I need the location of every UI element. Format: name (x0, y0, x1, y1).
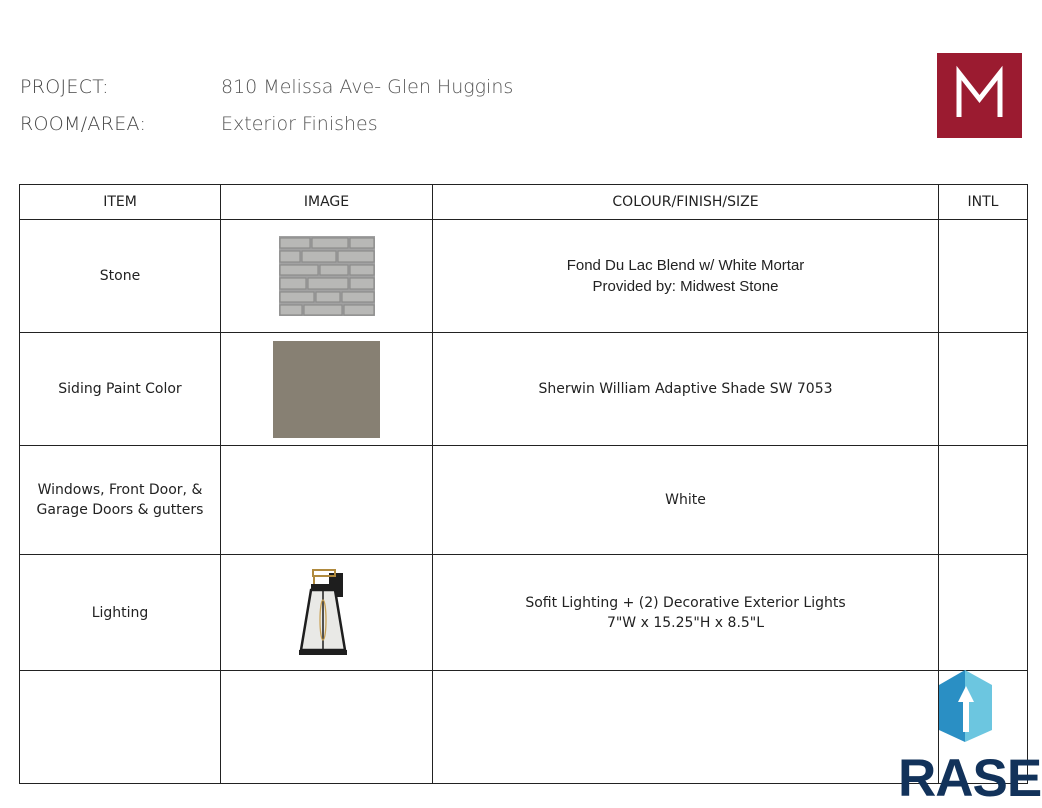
finishes-table (19, 184, 1028, 784)
item-cell (20, 446, 221, 555)
finish-line-1: Fond Du Lac Blend w/ White Mortar (566, 257, 805, 274)
paint-swatch-image (273, 341, 380, 438)
intl-cell[interactable] (939, 220, 1028, 333)
rase-logo (898, 662, 1042, 808)
image-cell (221, 446, 433, 555)
finish-cell: Sherwin William Adaptive Shade SW 7053 (433, 333, 939, 446)
finish-line-1: Sofit Lighting + (2) Decorative Exterior Lights (525, 594, 846, 611)
item-cell: Siding Paint Color (20, 333, 221, 446)
image-cell (221, 555, 433, 671)
intl-cell[interactable] (939, 446, 1028, 555)
item-cell (20, 671, 221, 784)
room-area-value: Exterior Finishes (221, 113, 378, 135)
intl-cell[interactable] (939, 333, 1028, 446)
finish-cell: White (433, 446, 939, 555)
lantern-light-image (297, 568, 357, 658)
item-line-2: Garage Doors & gutters (36, 502, 204, 518)
rase-logo-text: RASE (898, 749, 1042, 808)
item-cell: Stone (20, 220, 221, 333)
header-intl: INTL (939, 185, 1028, 220)
header-image: IMAGE (221, 185, 433, 220)
finish-cell (433, 671, 939, 784)
table-row (20, 446, 1028, 555)
header-item: ITEM (20, 185, 221, 220)
table-row (20, 333, 1028, 446)
table-header-row (20, 185, 1028, 220)
project-value: 810 Melissa Ave- Glen Huggins (221, 76, 514, 98)
table-row (20, 220, 1028, 333)
stone-swatch-image (279, 236, 375, 316)
header-finish: COLOUR/FINISH/SIZE (433, 185, 939, 220)
finish-line-2: Provided by: Midwest Stone (592, 278, 779, 295)
finish-line-2: 7"W x 15.25"H x 8.5"L (606, 614, 765, 631)
intl-cell[interactable] (939, 555, 1028, 671)
table-row (20, 671, 1028, 784)
image-cell (221, 220, 433, 333)
m-logo-icon (937, 53, 1022, 138)
item-cell: Lighting (20, 555, 221, 671)
finish-cell (433, 555, 939, 671)
company-logo (937, 53, 1022, 138)
image-cell (221, 671, 433, 784)
project-label: PROJECT: (20, 76, 109, 98)
image-cell (221, 333, 433, 446)
room-area-label: ROOM/AREA: (20, 113, 147, 135)
finish-cell (433, 220, 939, 333)
rase-house-icon (898, 662, 1036, 752)
table-row (20, 555, 1028, 671)
item-line-1: Windows, Front Door, & (37, 482, 203, 498)
